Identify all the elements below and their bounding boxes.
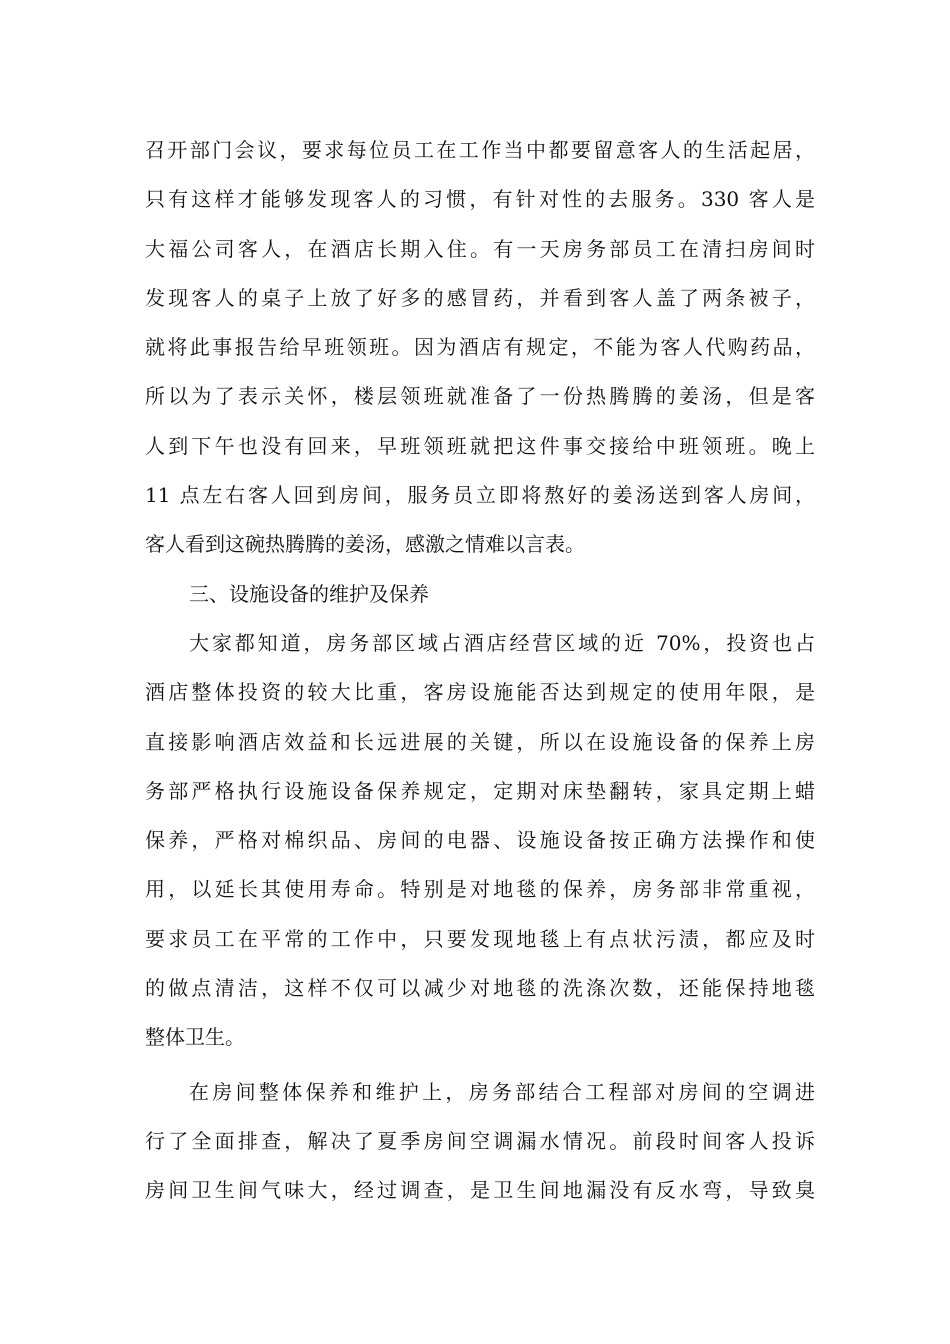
body-line-5: 就将此事报告给早班领班。因为酒店有规定，不能为客人代购药品，	[145, 335, 815, 360]
body-line-22: 房间卫生间气味大，经过调查，是卫生间地漏没有反水弯，导致臭	[145, 1178, 815, 1203]
body-line-4: 发现客人的桌子上放了好多的感冒药，并看到客人盖了两条被子，	[145, 285, 815, 310]
body-line-3: 大福公司客人，在酒店长期入住。有一天房务部员工在清扫房间时	[145, 236, 815, 261]
body-line-20: 在房间整体保养和维护上，房务部结合工程部对房间的空调进	[189, 1079, 815, 1104]
body-line-19: 整体卫生。	[145, 1025, 245, 1050]
section-heading: 三、设施设备的维护及保养	[189, 581, 429, 606]
body-line-8: 11 点左右客人回到房间，服务员立即将熬好的姜汤送到客人房间，	[145, 483, 815, 508]
body-line-13: 直接影响酒店效益和长远进展的关键，所以在设施设备的保养上房	[145, 729, 815, 754]
body-line-2: 只有这样才能够发现客人的习惯，有针对性的去服务。330 客人是	[145, 187, 815, 212]
body-line-9: 客人看到这碗热腾腾的姜汤，感激之情难以言表。	[145, 532, 585, 557]
body-line-16: 用，以延长其使用寿命。特别是对地毯的保养，房务部非常重视，	[145, 877, 815, 902]
body-line-11: 大家都知道，房务部区域占酒店经营区域的近 70%，投资也占	[189, 630, 815, 655]
body-line-14: 务部严格执行设施设备保养规定，定期对床垫翻转，家具定期上蜡	[145, 778, 815, 803]
body-line-15: 保养，严格对棉织品、房间的电器、设施设备按正确方法操作和使	[145, 828, 815, 853]
document-body	[145, 126, 815, 1216]
body-line-18: 的做点清洁，这样不仅可以减少对地毯的洗涤次数，还能保持地毯	[145, 976, 815, 1001]
body-line-21: 行了全面排查，解决了夏季房间空调漏水情况。前段时间客人投诉	[145, 1128, 815, 1153]
body-line-7: 人到下午也没有回来，早班领班就把这件事交接给中班领班。晚上	[145, 433, 815, 458]
body-line-1: 召开部门会议，要求每位员工在工作当中都要留意客人的生活起居，	[145, 138, 815, 162]
body-line-17: 要求员工在平常的工作中，只要发现地毯上有点状污渍，都应及时	[145, 926, 815, 951]
body-line-12: 酒店整体投资的较大比重，客房设施能否达到规定的使用年限，是	[145, 680, 815, 705]
body-line-6: 所以为了表示关怀，楼层领班就准备了一份热腾腾的姜汤，但是客	[145, 384, 815, 409]
